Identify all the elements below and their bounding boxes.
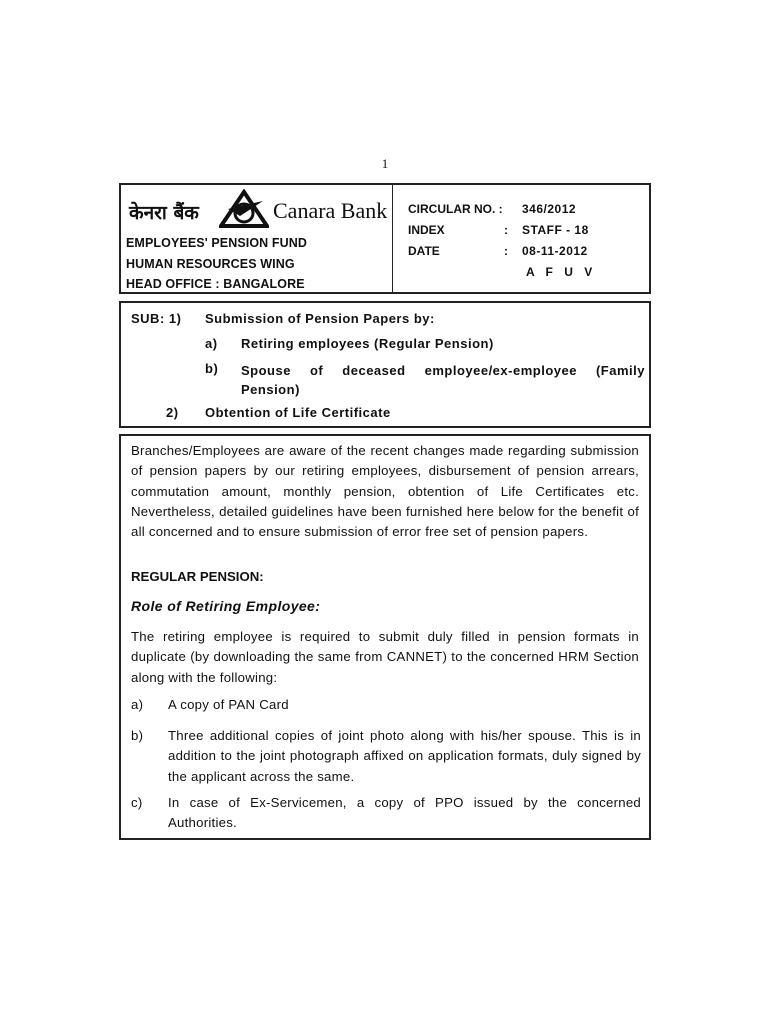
logo-hindi-text: केनरा बैंक — [129, 202, 199, 224]
org-line-hr-wing: HUMAN RESOURCES WING — [126, 257, 295, 271]
role-paragraph: The retiring employee is required to submit duly filled in pension formats in duplicate (by downloading the same from CANNET) to the concerned HRM Section along with the following: — [131, 629, 639, 685]
index-colon: : — [504, 223, 508, 237]
circular-code: A F U V — [526, 265, 597, 279]
regular-pension-heading: REGULAR PENSION: — [131, 569, 264, 584]
subject-item-marker: b) — [205, 361, 219, 376]
logo-english-text: Canara Bank — [273, 198, 388, 223]
list-item-marker: c) — [131, 795, 143, 810]
circular-meta — [392, 185, 649, 292]
issuer-block — [121, 185, 393, 292]
list-item-text: Three additional copies of joint photo along with his/her spouse. This is in addition to the joint photograph affixed on application formats, duly signed by the applicant across the same. — [168, 728, 641, 784]
list-item-text: In case of Ex-Servicemen, a copy of PPO issued by the concerned Authorities. — [168, 795, 641, 831]
list-item-marker: a) — [131, 697, 144, 712]
subject-label: SUB: 1) — [131, 311, 182, 326]
role-heading: Role of Retiring Employee: — [131, 598, 321, 614]
index-value: STAFF - 18 — [522, 223, 589, 237]
subject-item-marker: a) — [205, 336, 218, 351]
intro-paragraph: Branches/Employees are aware of the recent changes made regarding submission of pension papers by our retiring employees, disbursement of pension arrears, commutation amount, monthly pension, obtention of Life Certificates etc. Nevertheless, detailed guidelines have been furnished here below for the benefit of all concerned and to ensure submission of error free set of pension papers. — [131, 443, 639, 540]
circular-header — [119, 183, 651, 294]
canara-bank-logo — [127, 189, 387, 229]
subject-item2-text: Obtention of Life Certificate — [205, 405, 391, 420]
org-line-pension-fund: EMPLOYEES' PENSION FUND — [126, 236, 307, 250]
date-value: 08-11-2012 — [522, 244, 588, 258]
date-colon: : — [504, 244, 508, 258]
subject-item-text: Spouse of deceased employee/ex-employee (Family Pension) — [241, 363, 645, 397]
circular-no-label: CIRCULAR NO. : — [408, 202, 503, 216]
circular-body — [119, 434, 651, 840]
page-number: 1 — [381, 156, 389, 171]
list-item-text: A copy of PAN Card — [168, 697, 289, 712]
subject-block — [119, 301, 651, 428]
date-label: DATE — [408, 244, 440, 258]
list-item-marker: b) — [131, 728, 144, 743]
index-label: INDEX — [408, 223, 445, 237]
subject-item-text: Retiring employees (Regular Pension) — [241, 336, 494, 351]
org-line-head-office: HEAD OFFICE : BANGALORE — [126, 277, 305, 291]
subject-item2-marker: 2) — [166, 405, 179, 420]
subject-title: Submission of Pension Papers by: — [205, 311, 435, 326]
circular-no-value: 346/2012 — [522, 202, 577, 216]
canara-bank-emblem-icon — [219, 189, 269, 229]
